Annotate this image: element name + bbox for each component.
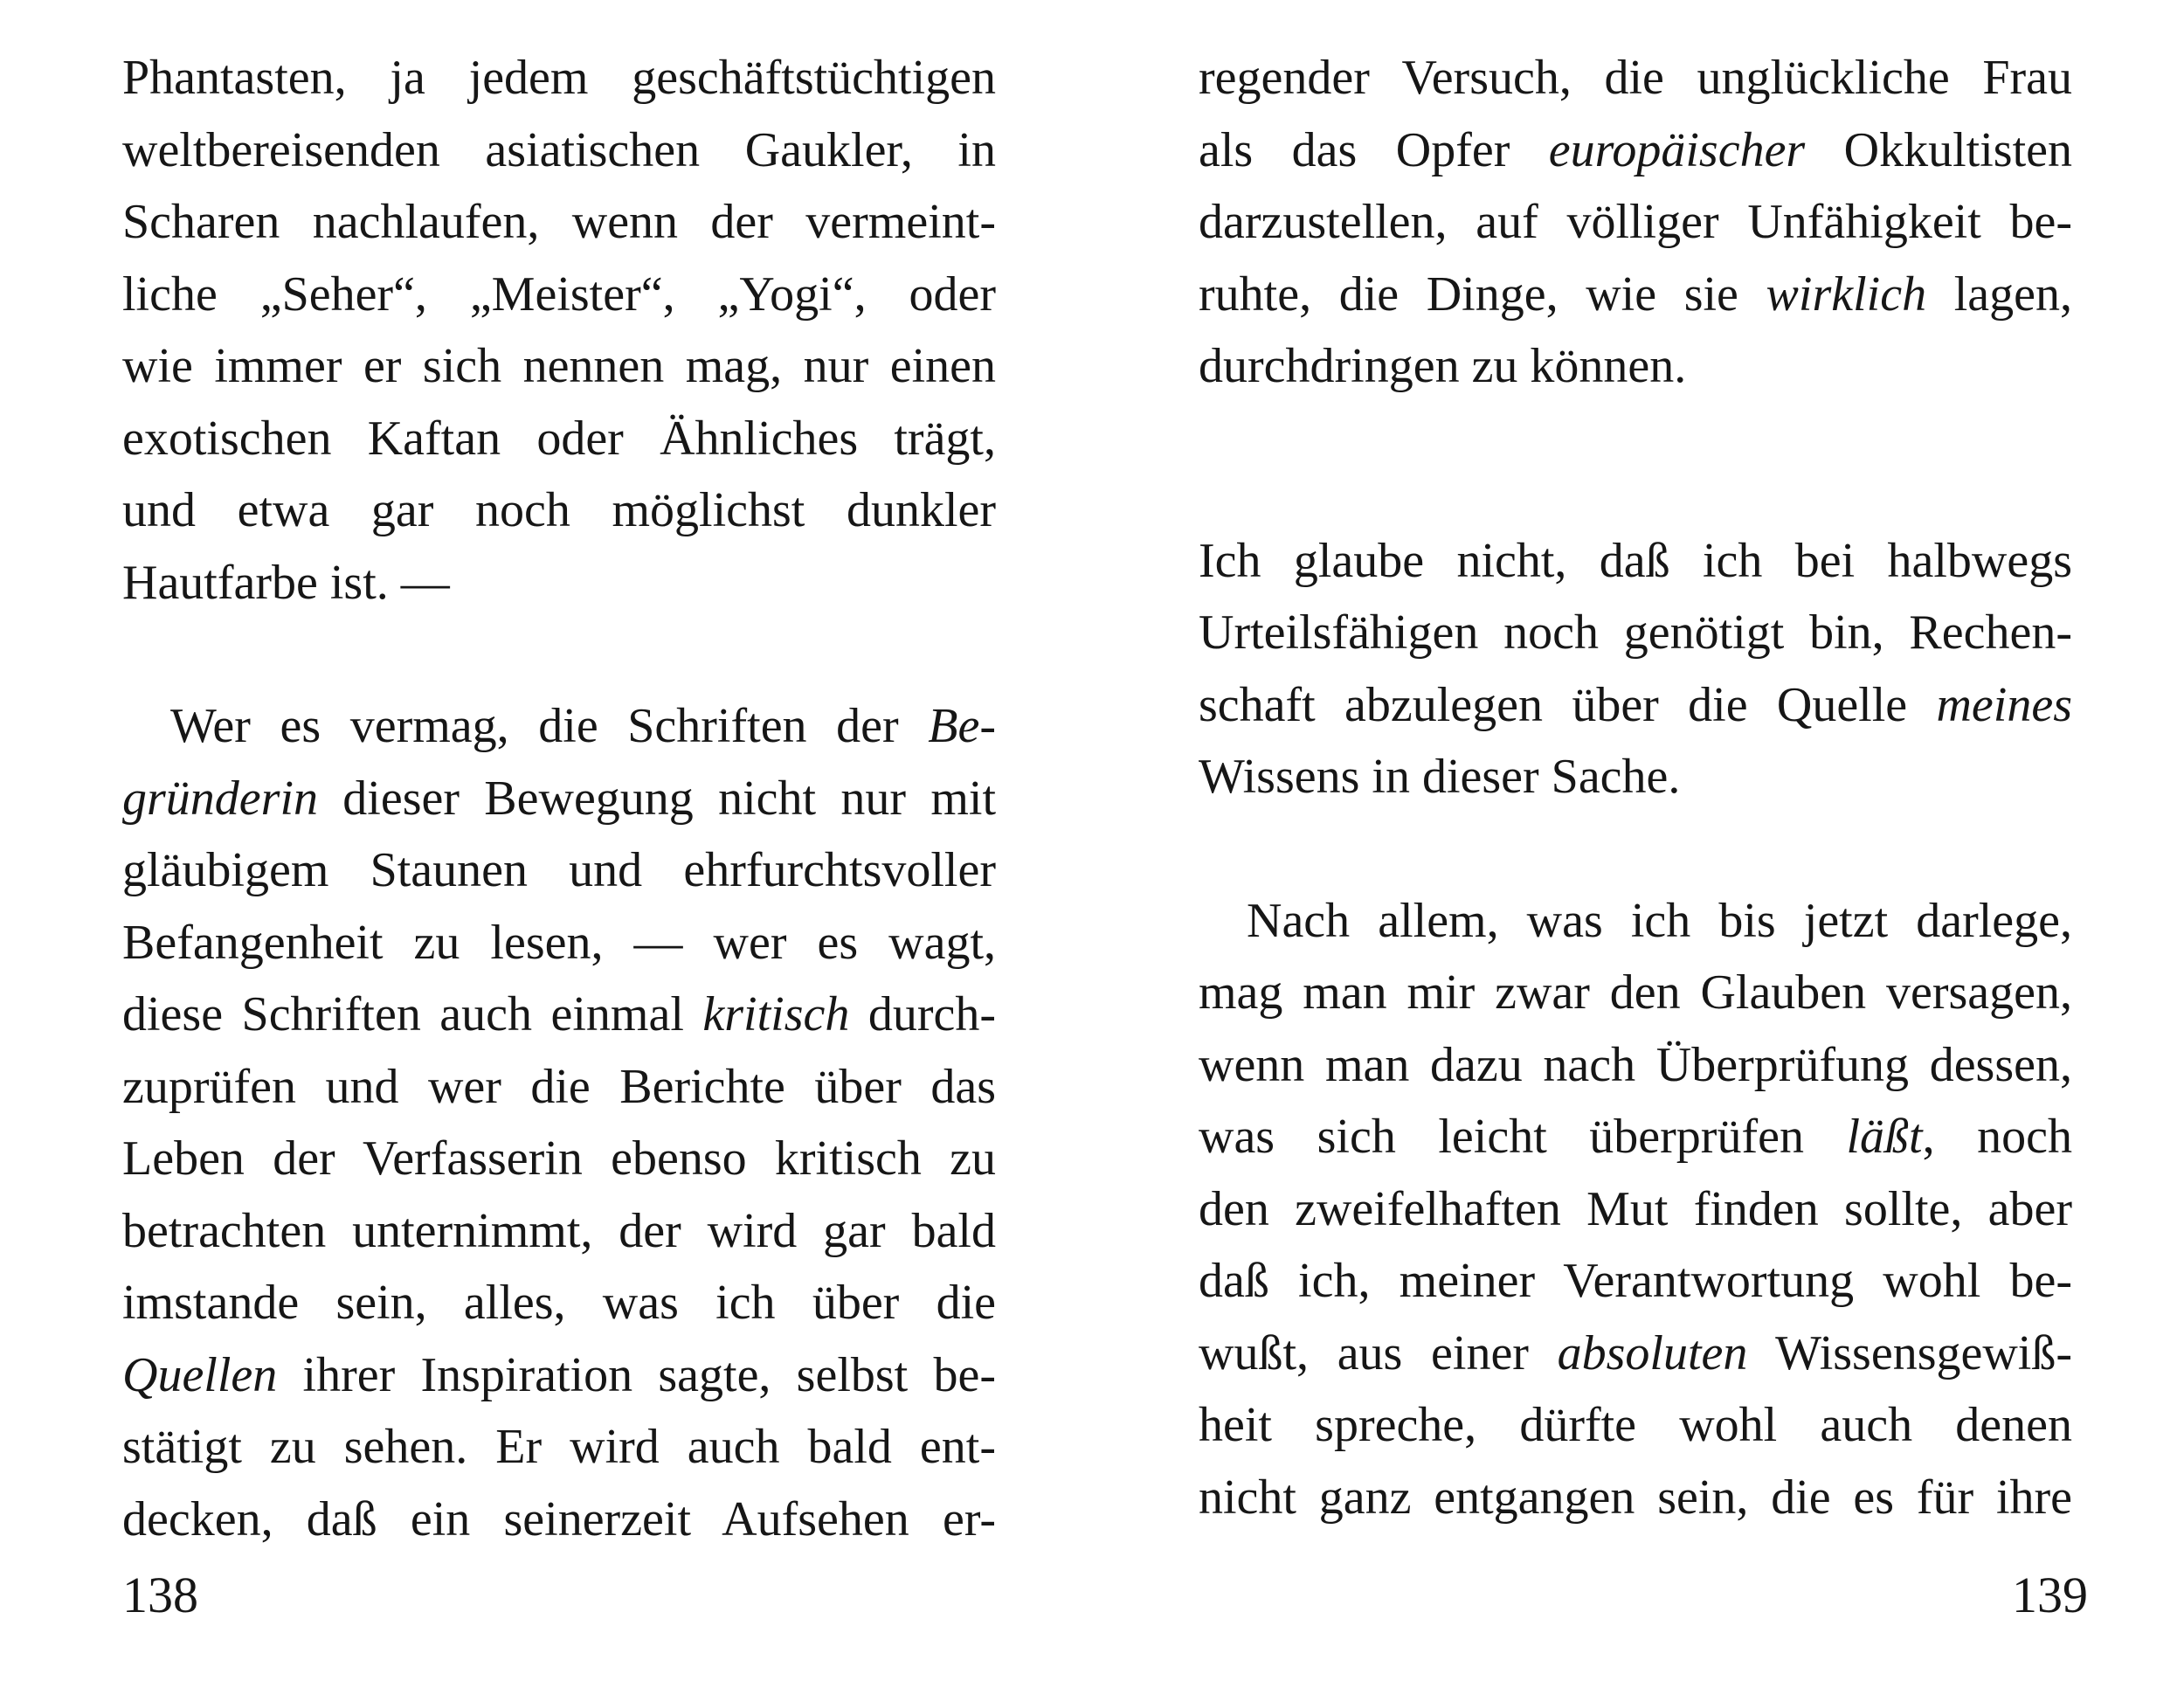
right-paragraph-1 xyxy=(1199,42,2072,403)
text-line: betrachten unternimmt, der wird gar bald xyxy=(122,1203,996,1258)
italic-emphasis: wirklich xyxy=(1766,266,1927,322)
left-page xyxy=(122,42,996,1555)
text-line: Befangenheit zu lesen, — wer es wagt, xyxy=(122,915,996,970)
text-line: diese Schriften auch einmal kritisch durch- xyxy=(122,987,996,1041)
text-line: Urteilsfähigen noch genötigt bin, Rechen- xyxy=(1199,605,2072,660)
page-number-left: 138 xyxy=(122,1567,198,1623)
text-line: was sich leicht überprüfen läßt, noch xyxy=(1199,1110,2072,1164)
page-number-right: 139 xyxy=(2012,1567,2088,1623)
text-line: Quellen ihrer Inspiration sagte, selbst be- xyxy=(122,1347,996,1402)
text-line: ruhte, die Dinge, wie sie wirklich lagen, xyxy=(1199,266,2072,322)
text-line: Phantasten, ja jedem geschäftstüchtigen xyxy=(122,51,996,105)
text-line: gründerin dieser Bewegung nicht nur mit xyxy=(122,771,996,826)
italic-emphasis: europäischer xyxy=(1548,122,1806,177)
text-line: daß ich, meiner Verantwortung wohl be- xyxy=(1199,1254,2072,1308)
italic-emphasis: Be- xyxy=(928,699,996,753)
text-line: liche „Seher“, „Meister“, „Yogi“, oder xyxy=(122,266,996,322)
text-line: schaft abzulegen über die Quelle meines xyxy=(1199,677,2072,732)
text-line: Wer es vermag, die Schriften der Be- xyxy=(170,699,996,753)
left-paragraph-1 xyxy=(122,42,996,619)
text-line: wie immer er sich nennen mag, nur einen xyxy=(122,339,996,393)
text-line: mag man mir zwar den Glauben versagen, xyxy=(1199,965,2072,1020)
text-line: Leben der Verfasserin ebenso kritisch zu xyxy=(122,1131,996,1186)
text-line: darzustellen, auf völliger Unfähigkeit be- xyxy=(1199,195,2072,249)
right-paragraph-3 xyxy=(1199,885,2072,1534)
text-line: nicht ganz entgangen sein, die es für ihre xyxy=(1199,1470,2072,1525)
text-line: wußt, aus einer absoluten Wissensgewiß- xyxy=(1199,1325,2072,1380)
text-line: stätigt zu sehen. Er wird auch bald ent- xyxy=(122,1420,996,1474)
text-line: durchdringen zu können. xyxy=(1199,339,1687,393)
text-line: gläubigem Staunen und ehrfurchtsvoller xyxy=(122,843,996,897)
text-line: Ich glaube nicht, daß ich bei halbwegs xyxy=(1199,533,2072,588)
right-page xyxy=(1199,42,2072,1533)
text-line: wenn man dazu nach Überprüfung dessen, xyxy=(1199,1037,2072,1092)
text-line: und etwa gar noch möglichst dunkler xyxy=(122,483,996,537)
text-line: Hautfarbe ist. — xyxy=(122,555,450,610)
left-paragraph-2 xyxy=(122,690,996,1555)
text-line: Wissens in dieser Sache. xyxy=(1199,750,1681,804)
text-line: heit spreche, dürfte wohl auch denen xyxy=(1199,1398,2072,1452)
text-line: decken, daß ein seinerzeit Aufsehen er- xyxy=(122,1491,996,1546)
italic-emphasis: Quellen xyxy=(122,1347,278,1402)
italic-emphasis: absoluten xyxy=(1557,1325,1748,1380)
italic-emphasis: gründerin xyxy=(122,771,318,826)
text-line: exotischen Kaftan oder Ähnliches trägt, xyxy=(122,411,996,466)
italic-emphasis: kritisch xyxy=(702,987,850,1041)
text-line: Scharen nachlaufen, wenn der vermeint- xyxy=(122,195,996,249)
italic-emphasis: meines xyxy=(1936,677,2072,732)
text-line: regender Versuch, die unglückliche Frau xyxy=(1199,51,2072,105)
text-line: zuprüfen und wer die Berichte über das xyxy=(122,1059,996,1114)
text-line: den zweifelhaften Mut finden sollte, aber xyxy=(1199,1181,2072,1236)
text-line: imstande sein, alles, was ich über die xyxy=(122,1276,996,1330)
right-paragraph-2 xyxy=(1199,525,2072,813)
text-line: als das Opfer europäischer Okkultisten xyxy=(1199,122,2073,177)
text-line: weltbereisenden asiatischen Gaukler, in xyxy=(122,122,996,177)
italic-emphasis: läßt xyxy=(1846,1110,1923,1164)
text-line: Nach allem, was ich bis jetzt darlege, xyxy=(1247,893,2072,948)
